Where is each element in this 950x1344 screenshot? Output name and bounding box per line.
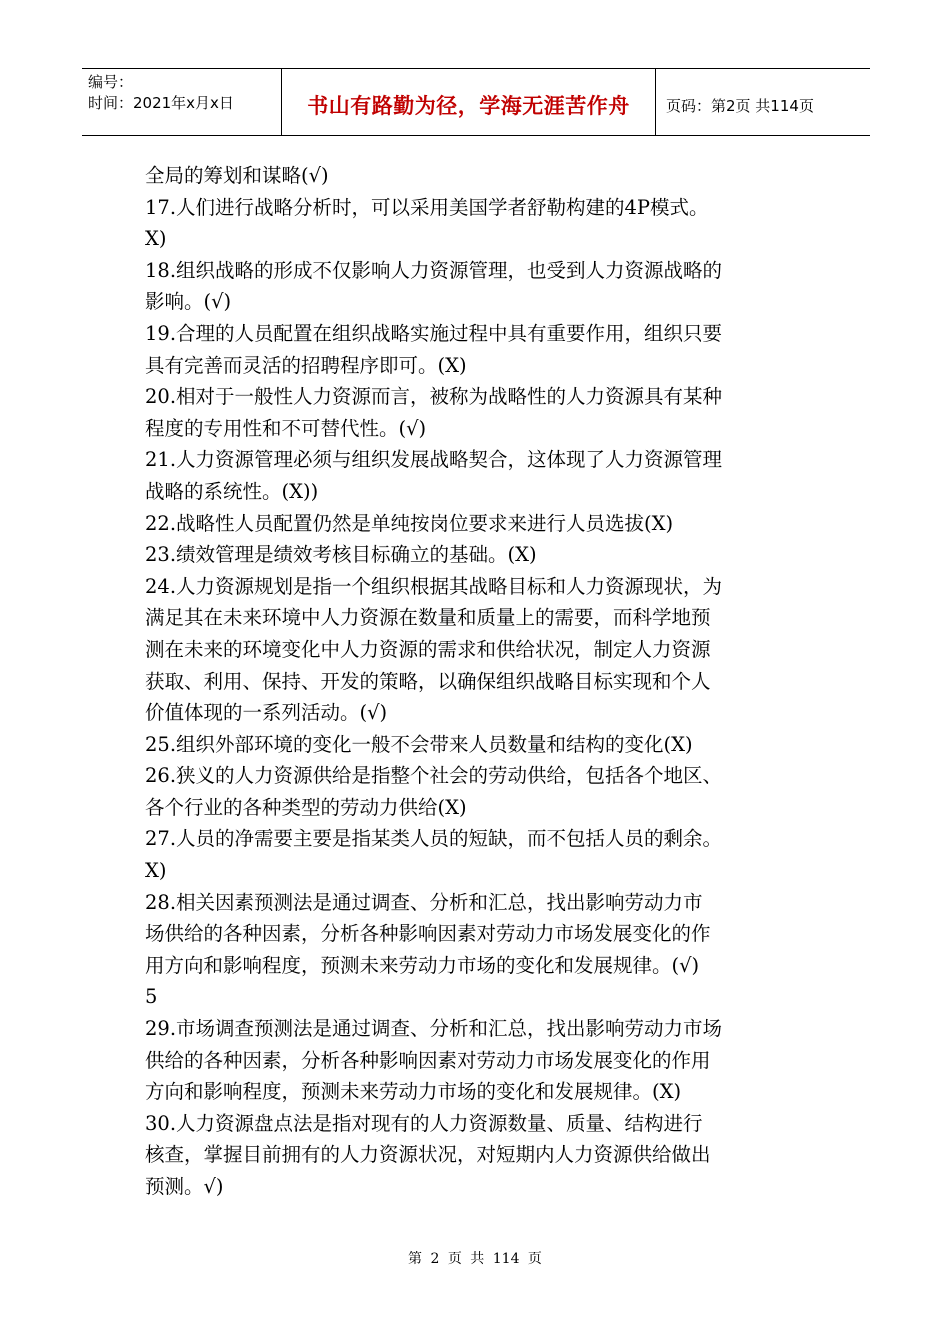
text-line: 核查，掌握目前拥有的人力资源状况，对短期内人力资源供给做出	[145, 1143, 711, 1167]
page-footer	[0, 1248, 950, 1268]
text-line: 影响。(√)	[145, 290, 232, 314]
text-line: 程度的专用性和不可替代性。(√)	[145, 416, 427, 440]
text-line: 19.合理的人员配置在组织战略实施过程中具有重要作用，组织只要	[145, 321, 723, 345]
text-line: X)	[145, 859, 167, 883]
text-line: 获取、利用、保持、开发的策略，以确保组织战略目标实现和个人	[145, 669, 711, 693]
text-line: 26.狭义的人力资源供给是指整个社会的劳动供给，包括各个地区、	[145, 764, 723, 788]
text-line: 29.市场调查预测法是通过调查、分析和汇总，找出影响劳动力市场	[145, 1017, 723, 1041]
text-line: 场供给的各种因素，分析各种影响因素对劳动力市场发展变化的作	[145, 922, 711, 946]
page-header	[82, 68, 870, 136]
text-line: 测在未来的环境变化中人力资源的需求和供给状况，制定人力资源	[145, 637, 711, 661]
text-line: 价值体现的一系列活动。(√)	[145, 701, 388, 725]
text-line: 5	[145, 985, 158, 1009]
motto-text: 书山有路勤为径，学海无涯苦作舟	[307, 94, 630, 118]
text-line: 30.人力资源盘点法是指对现有的人力资源数量、质量、结构进行	[145, 1111, 703, 1135]
text-line: 预测。√)	[145, 1175, 224, 1198]
document-body	[145, 160, 835, 1203]
page-info-text: 页码：第2页 共114页	[666, 96, 814, 115]
text-line: 各个行业的各种类型的劳动力供给(X)	[145, 795, 467, 819]
text-line: 22.战略性人员配置仍然是单纯按岗位要求来进行人员选拔(X)	[145, 511, 674, 535]
text-line: 27.人员的净需要主要是指某类人员的短缺，而不包括人员的剩余。	[145, 827, 723, 851]
document-number-label: 编号：	[88, 73, 134, 91]
text-line: 23.绩效管理是绩效考核目标确立的基础。(X)	[145, 543, 537, 567]
footer-page-number: 第 2 页 共 114 页	[408, 1251, 542, 1267]
text-line: 战略的系统性。(X))	[145, 479, 319, 503]
text-line: 25.组织外部环境的变化一般不会带来人员数量和结构的变化(X)	[145, 732, 693, 756]
text-line: 供给的各种因素，分析各种影响因素对劳动力市场发展变化的作用	[145, 1048, 711, 1072]
document-time-label: 时间：2021年x月x日	[88, 94, 234, 112]
text-line: 21.人力资源管理必须与组织发展战略契合，这体现了人力资源管理	[145, 448, 723, 472]
text-line: 28.相关因素预测法是通过调查、分析和汇总，找出影响劳动力市	[145, 890, 703, 914]
text-line: 17.人们进行战略分析时，可以采用美国学者舒勒构建的4P模式。	[145, 195, 709, 219]
text-line: 具有完善而灵活的招聘程序即可。(X)	[145, 353, 467, 377]
header-meta	[82, 69, 282, 135]
text-line: X)	[145, 227, 167, 251]
text-line: 24.人力资源规划是指一个组织根据其战略目标和人力资源现状，为	[145, 574, 723, 598]
text-line: 全局的筹划和谋略(√)	[145, 164, 329, 187]
header-motto	[282, 69, 656, 135]
header-page-info	[656, 69, 870, 135]
text-line: 满足其在未来环境中人力资源在数量和质量上的需要，而科学地预	[145, 606, 711, 630]
text-line: 用方向和影响程度，预测未来劳动力市场的变化和发展规律。(√)	[145, 953, 700, 977]
text-line: 20.相对于一般性人力资源而言，被称为战略性的人力资源具有某种	[145, 385, 723, 409]
text-line: 方向和影响程度，预测未来劳动力市场的变化和发展规律。(X)	[145, 1080, 682, 1104]
text-line: 18.组织战略的形成不仅影响人力资源管理，也受到人力资源战略的	[145, 258, 723, 282]
